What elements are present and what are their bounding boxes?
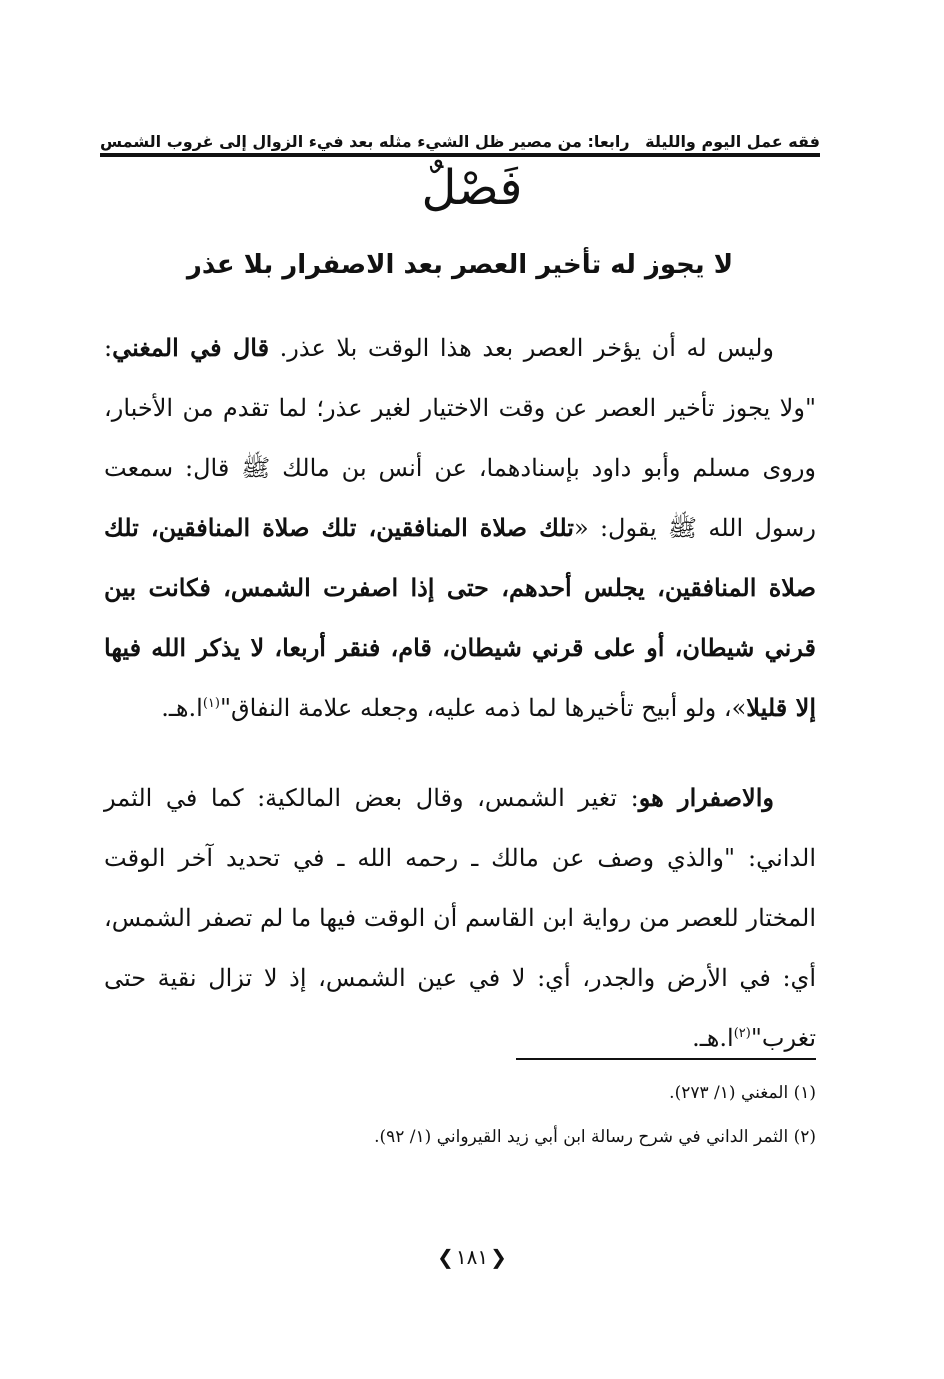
book-title: فقه عمل اليوم والليلة [645, 132, 820, 151]
footnote-ref-2: (٢) [733, 1026, 751, 1041]
fasl-calligraphy: فَصْلٌ [421, 160, 523, 216]
hadith-text: تلك صلاة المنافقين، تلك صلاة المنافقين، تلك صلاة المنافقين، يجلس أحدهم، حتى إذا اصفرت الشمس، فكانت بين قرني شيطان، أو على قرني شيطان، قام، فنقر أربعا، لا يذكر الله فيها إلا قليلا [104, 513, 816, 722]
footnote-2: (٢) الثمر الداني في شرح رسالة ابن أبي زيد القيرواني (١/ ٩٢). [374, 1127, 816, 1147]
section-title: رابعا: من مصير ظل الشيء مثله بعد فيء الزوال إلى غروب الشمس [100, 132, 630, 151]
paragraph-2-text-1: : تغير الشمس، وقال بعض المالكية: كما في الثمر الداني: "والذي وصف عن مالك ـ رحمه الله ـ في تحديد آخر الوقت المختار للعصر من رواية ابن القاسم أن الوقت فيها ما لم تصفر الشمس، أي: في الأرض والجدر، أي: لا في عين الشمس، إذ لا تزال نقية حتى تغرب" [104, 784, 816, 1052]
footnote-ref-1: (١) [202, 696, 220, 711]
ornament-left-icon: ❯ [437, 1245, 454, 1269]
footnote-1: (١) المغني (١/ ٢٧٣). [669, 1083, 816, 1103]
paragraph-2-text-2: ا.هـ. [692, 1024, 734, 1052]
paragraph-1 [104, 318, 816, 738]
ornament-right-icon: ❮ [490, 1245, 507, 1269]
paragraph-2 [104, 768, 816, 1068]
paragraph-1-text-4: ا.هـ. [161, 694, 203, 722]
paragraph-1-text-1: وليس له أن يؤخر العصر بعد هذا الوقت بلا عذر. [269, 334, 775, 362]
paragraph-1-bold-1: قال في المغني [112, 333, 270, 362]
paragraph-1-text-3: »، ولو أبيح تأخيرها لما ذمه عليه، وجعله علامة النفاق" [219, 694, 747, 722]
chapter-heading: لا يجوز له تأخير العصر بعد الاصفرار بلا عذر [186, 250, 734, 280]
footnote-separator [516, 1058, 816, 1060]
page-number: ١٨١ [455, 1245, 489, 1269]
header-rule [100, 153, 820, 157]
paragraph-2-bold-1: والاصفرار هو [638, 783, 775, 812]
page-number-block [0, 1245, 944, 1269]
paragraph-1-text-2: : "ولا يجوز تأخير العصر عن وقت الاختيار لغير عذر؛ لما تقدم من الأخبار، وروى مسلم وأبو داود بإسنادهما، عن أنس بن مالك ﷺ قال: سمعت رسول الله ﷺ يقول: « [104, 334, 817, 542]
